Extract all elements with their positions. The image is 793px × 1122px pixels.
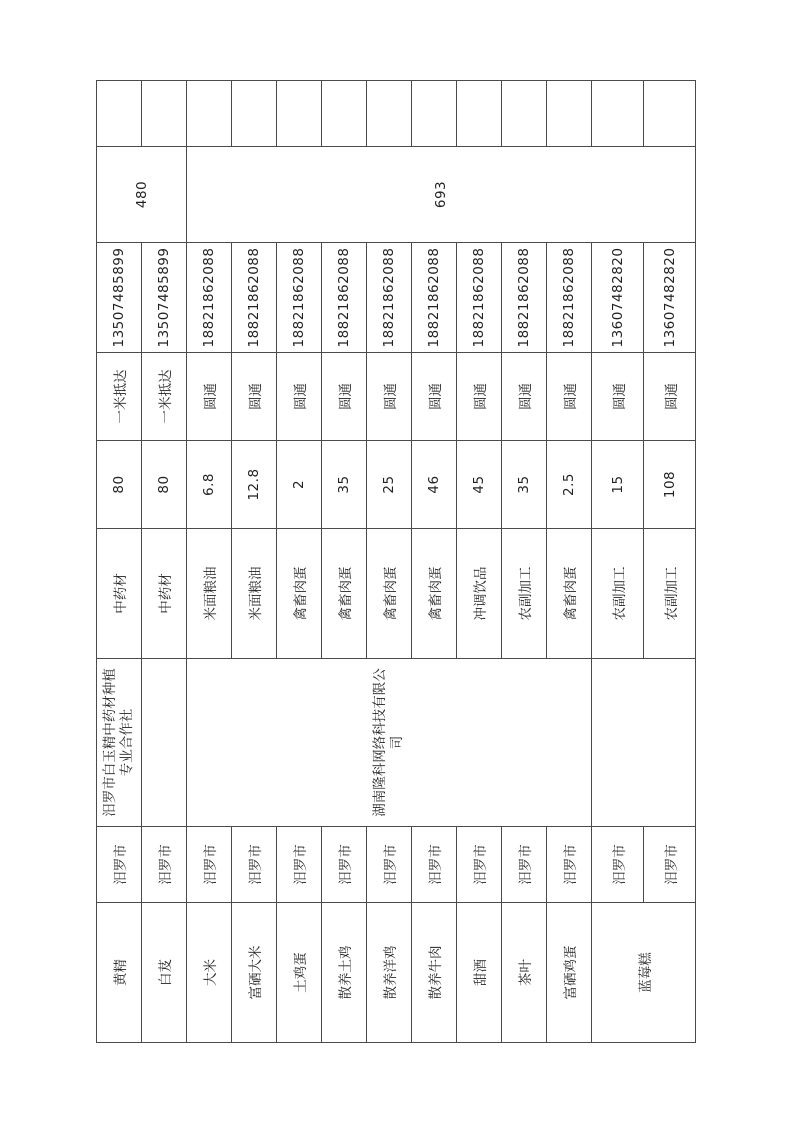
logistics: 一米抵达 — [97, 353, 142, 441]
empty-cell — [277, 81, 322, 147]
empty-cell — [322, 81, 367, 147]
category: 中药材 — [142, 529, 187, 659]
empty-cell — [142, 81, 187, 147]
phone: 18821862088 — [277, 243, 322, 353]
company-name — [142, 659, 187, 827]
category: 农副加工 — [592, 529, 644, 659]
logistics: 圆通 — [592, 353, 644, 441]
region: 汨罗市 — [322, 827, 367, 903]
product-name: 大米 — [187, 903, 232, 1043]
amount: 693 — [187, 147, 696, 243]
logistics: 圆通 — [457, 353, 502, 441]
empty-cell — [502, 81, 547, 147]
product-name: 茶叶 — [502, 903, 547, 1043]
rotated-table-container — [96, 81, 689, 1043]
region: 汨罗市 — [592, 827, 644, 903]
logistics: 圆通 — [322, 353, 367, 441]
company-name: 湖南隆科网络科技有限公司 — [187, 659, 592, 827]
phone: 13607482820 — [644, 243, 696, 353]
price: 2.5 — [547, 441, 592, 529]
product-name: 甜酒 — [457, 903, 502, 1043]
price: 80 — [142, 441, 187, 529]
logistics: 圆通 — [502, 353, 547, 441]
phone: 13607482820 — [592, 243, 644, 353]
price: 46 — [412, 441, 457, 529]
amount: 480 — [97, 147, 187, 243]
empty-cell — [644, 81, 696, 147]
phone: 18821862088 — [187, 243, 232, 353]
region: 汨罗市 — [187, 827, 232, 903]
empty-cell — [547, 81, 592, 147]
phone: 18821862088 — [367, 243, 412, 353]
category: 农副加工 — [502, 529, 547, 659]
category: 禽畜肉蛋 — [277, 529, 322, 659]
price: 12.8 — [232, 441, 277, 529]
empty-cell — [187, 81, 232, 147]
category: 禽畜肉蛋 — [367, 529, 412, 659]
empty-cell — [367, 81, 412, 147]
category: 禽畜肉蛋 — [412, 529, 457, 659]
product-name: 蓝莓糕 — [592, 903, 696, 1043]
region: 汨罗市 — [277, 827, 322, 903]
empty-cell — [412, 81, 457, 147]
empty-cell — [457, 81, 502, 147]
category: 禽畜肉蛋 — [322, 529, 367, 659]
region: 汨罗市 — [367, 827, 412, 903]
product-name: 土鸡蛋 — [277, 903, 322, 1043]
table-row — [97, 81, 142, 1043]
price: 25 — [367, 441, 412, 529]
empty-cell — [232, 81, 277, 147]
logistics: 圆通 — [547, 353, 592, 441]
price: 15 — [592, 441, 644, 529]
logistics: 圆通 — [277, 353, 322, 441]
region: 汨罗市 — [142, 827, 187, 903]
product-name: 散养土鸡 — [322, 903, 367, 1043]
company-name: 汨罗市白玉精中药材种植专业合作社 — [97, 659, 142, 827]
phone: 18821862088 — [502, 243, 547, 353]
price: 35 — [322, 441, 367, 529]
region: 汨罗市 — [232, 827, 277, 903]
logistics: 圆通 — [367, 353, 412, 441]
category: 冲调饮品 — [457, 529, 502, 659]
phone: 18821862088 — [322, 243, 367, 353]
region: 汨罗市 — [547, 827, 592, 903]
company-name — [592, 659, 696, 827]
phone: 18821862088 — [412, 243, 457, 353]
product-name: 黄精 — [97, 903, 142, 1043]
phone: 18821862088 — [547, 243, 592, 353]
phone: 18821862088 — [232, 243, 277, 353]
category: 农副加工 — [644, 529, 696, 659]
product-name: 富硒大米 — [232, 903, 277, 1043]
category: 米面粮油 — [232, 529, 277, 659]
price: 2 — [277, 441, 322, 529]
product-name: 富硒鸡蛋 — [547, 903, 592, 1043]
region: 汨罗市 — [412, 827, 457, 903]
logistics: 一米抵达 — [142, 353, 187, 441]
product-name: 散养洋鸡 — [367, 903, 412, 1043]
region: 汨罗市 — [457, 827, 502, 903]
logistics: 圆通 — [232, 353, 277, 441]
price: 6.8 — [187, 441, 232, 529]
region: 汨罗市 — [644, 827, 696, 903]
phone: 13507485899 — [142, 243, 187, 353]
table-row — [187, 81, 232, 1043]
category: 米面粮油 — [187, 529, 232, 659]
phone: 13507485899 — [97, 243, 142, 353]
product-name: 白芨 — [142, 903, 187, 1043]
product-name: 散养牛肉 — [412, 903, 457, 1043]
category: 禽畜肉蛋 — [547, 529, 592, 659]
logistics: 圆通 — [412, 353, 457, 441]
region: 汨罗市 — [502, 827, 547, 903]
phone: 18821862088 — [457, 243, 502, 353]
empty-cell — [97, 81, 142, 147]
category: 中药材 — [97, 529, 142, 659]
logistics: 圆通 — [187, 353, 232, 441]
price: 108 — [644, 441, 696, 529]
product-table — [96, 80, 696, 1043]
logistics: 圆通 — [644, 353, 696, 441]
region: 汨罗市 — [97, 827, 142, 903]
price: 80 — [97, 441, 142, 529]
empty-cell — [592, 81, 644, 147]
price: 45 — [457, 441, 502, 529]
price: 35 — [502, 441, 547, 529]
